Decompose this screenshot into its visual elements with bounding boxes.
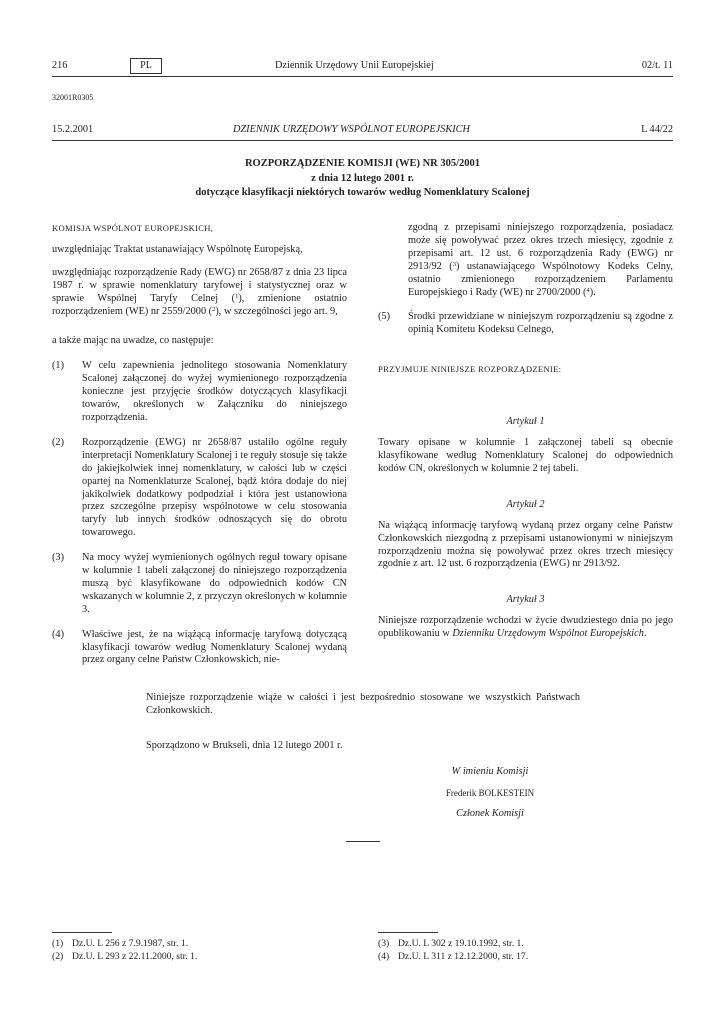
oj-issue: L 44/22 [641,124,673,135]
footnote-rule-left [52,932,112,933]
footnote-3: (3) Dz.U. L 302 z 19.10.1992, str. 1. [378,938,524,949]
recital-4: (4) Właściwe jest, że na wiążącą informację taryfową dotyczącą klasyfikacji towarów według Nomenklatury Scalonej wydaną przez organy celne Państw Członkowskich, nie- [52,628,347,666]
having-regard-treaty: uwzględniając Traktat ustanawiający Wspólnotę Europejską, [52,243,303,255]
volume-number: 02/t. 11 [641,60,673,71]
oj-journal-name: DZIENNIK URZĘDOWY WSPÓLNOT EUROPEJSKICH [233,124,470,135]
recital-3: (3) Na mocy wyżej wymienionych ogólnych reguł towary opisane w kolumnie 1 tabeli załączonej do niniejszego rozporządzenia muszą być klasyfikowane do odpowiednich kodów CN wskazanych w kolumnie 2, z przyczyn określonych w kolumnie 3. [52,552,347,615]
binding-clause: Niniejsze rozporządzenie wiąże w całości i jest bezpośrednio stosowane we wszystkich Państwach Członkowskich. [146,692,580,716]
subheader-rule [52,140,673,141]
title-line-3: dotyczące klasyfikacji niektórych towarów według Nomenklatury Scalonej [195,187,530,198]
article-1-text: Towary opisane w kolumnie 1 załączonej tabeli są obecnie klasyfikowane według Nomenklatury Scalonej do odpowiednich kodów CN, określonych w kolumnie 2 tej tabeli. [378,437,673,474]
title-line-2: z dnia 12 lutego 2001 r. [311,172,414,184]
left-column [52,222,347,667]
recital-2: (2) Rozporządzenie (EWG) nr 2658/87 ustaliło ogólne reguły interpretacji Nomenklatury Scalonej i te reguły stosuje się także do jakiejkolwiek innej nomenklatury, w całości lub w części opartej na Nomenklaturze Scalonej, bądź która dodaje do niej jakikolwiek dodatkowy podpodział i która jest ustanowiona przez szczególne przepisy wspólnotowe w celu stosowania taryfy lub innych środków odnoszących się do obrotu towarowego. [52,436,347,539]
celex-number: 32001R0305 [52,93,94,102]
footnote-4: (4) Dz.U. L 311 z 12.12.2000, str. 17. [378,951,529,962]
oj-date: 15.2.2001 [52,124,94,135]
adopts-heading: PRZYJMUJE NINIEJSZE ROZPORZĄDZENIE: [378,364,562,375]
recital-5: (5) Środki przewidziane w niniejszym rozporządzeniu są zgodne z opinią Komitetu Kodeksu Celnego, [378,311,673,336]
whereas-intro: a także mając na uwadze, co następuje: [52,335,214,347]
title-line-1: ROZPORZĄDZENIE KOMISJI (WE) NR 305/2001 [244,158,481,169]
signatory-name: Frederik BOLKESTEIN [445,788,535,798]
journal-reference: Dzienniku Urzędowym Wspólnot Europejskich [452,628,644,640]
article-1-heading: Artykuł 1 [506,416,545,428]
having-regard-regulation: uwzględniając rozporządzenie Rady (EWG) nr 2658/87 z dnia 23 lipca 1987 r. w sprawie nomenklatury taryfowej i statystycznej oraz w sprawie Wspólnej Taryfy Celnej ($^1$), zmienione ostatnio rozporządzeniem (WE) nr 2559/2000 ($^2$), w szczególności jego art. 9, [52,266,347,317]
recital-4-continuation: zgodną z przepisami niniejszego rozporządzenia, posiadacz może się powoływać przez okres trzech miesięcy, zgodnie z przepisami art. 12 ust. 6 rozporządzenia Rady (EWG) nr 2913/92 ($^3$) ustanawiającego Wspólnotowy Kodeks Celny, ostatnio zmienionego rozporządzeniem Parlamentu Europejskiego i Rady (WE) nr 2700/2000 ($^4$). [408,222,673,298]
language-badge: PL [130,58,162,74]
article-3-heading: Artykuł 3 [506,594,545,606]
commission-heading: KOMISJA WSPÓLNOT EUROPEJSKICH, [52,223,214,233]
signatory-role: Członek Komisji [456,808,524,819]
header-rule [52,76,673,77]
footnote-2: (2) Dz.U. L 293 z 22.11.2000, str. 1. [52,951,198,962]
footnotes-left [52,937,197,963]
footnote-rule-right [378,932,438,933]
article-2-text: Na wiążącą informację taryfową wydaną przez organy celne Państw Członkowskich niezgodną z przepisami ustanowionymi w niniejszym rozporządzeniu można się powoływać przez okres trzech miesięcy zgodnie z art. 12 ust. 6 rozporządzenia (EWG) nr 2913/92. [378,519,673,570]
footnotes-right [378,937,528,963]
footnote-1: (1) Dz.U. L 256 z 7.9.1987, str. 1. [52,938,189,949]
article-2-heading: Artykuł 2 [506,498,545,510]
done-at: Sporządzono w Brukseli, dnia 12 lutego 2001 r. [146,740,343,751]
article-3-text: Niniejsze rozporządzenie wchodzi w życie dwudziestego dnia po jego opublikowaniu w Dzienniku Urzędowym Wspólnot Europejskich. [378,615,673,640]
document-title [52,157,673,201]
recital-1: (1) W celu zapewnienia jednolitego stosowania Nomenklatury Scalonej załączonej do wyżej wymienionego rozporządzenia konieczne jest przyjęcie środków dotyczących klasyfikacji towarów, określonych w Załączniku do niniejszego rozporządzenia. [52,360,347,423]
for-commission: W imieniu Komisji [451,766,529,777]
journal-name: Dziennik Urzędowy Unii Europejskiej [275,60,434,71]
closing-divider [346,841,380,842]
page-number: 216 [52,60,68,71]
right-column [378,222,673,641]
